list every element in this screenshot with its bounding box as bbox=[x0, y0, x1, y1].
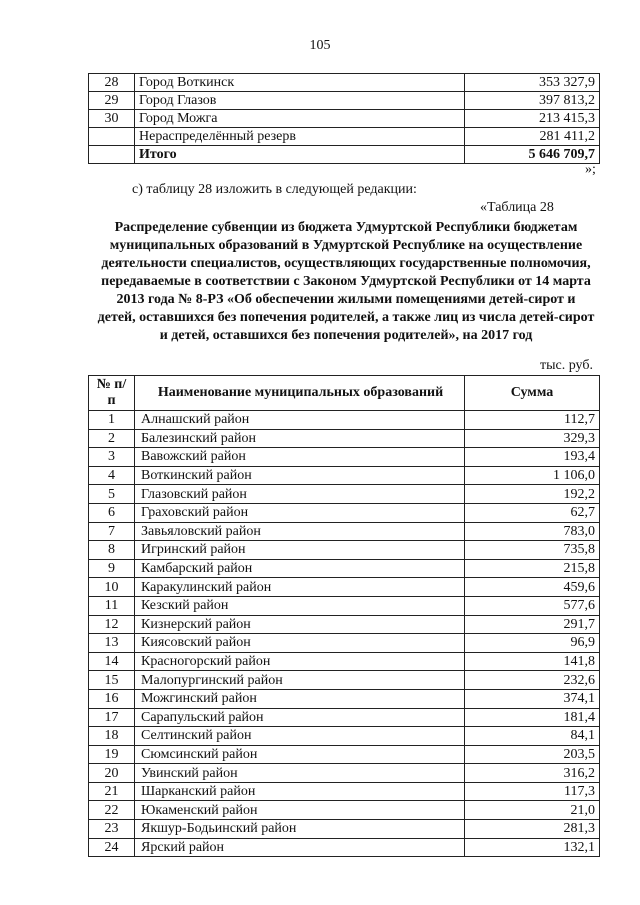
row-number: 19 bbox=[89, 745, 135, 764]
subvention-table bbox=[88, 375, 600, 857]
table-row bbox=[89, 596, 600, 615]
row-number: 16 bbox=[89, 689, 135, 708]
table-row bbox=[89, 522, 600, 541]
table-row bbox=[89, 74, 600, 92]
row-number: 15 bbox=[89, 671, 135, 690]
table-caption: «Таблица 28 bbox=[480, 200, 554, 215]
row-number: 9 bbox=[89, 559, 135, 578]
row-number: 30 bbox=[89, 110, 135, 128]
row-name: Каракулинский район bbox=[135, 578, 465, 597]
row-sum: 1 106,0 bbox=[465, 466, 600, 485]
row-name: Красногорский район bbox=[135, 652, 465, 671]
row-sum: 5 646 709,7 bbox=[465, 146, 600, 164]
row-number bbox=[89, 128, 135, 146]
table-row bbox=[89, 578, 600, 597]
row-name: Балезинский район bbox=[135, 429, 465, 448]
row-name: Увинский район bbox=[135, 764, 465, 783]
row-number: 8 bbox=[89, 541, 135, 560]
row-number: 29 bbox=[89, 92, 135, 110]
row-name: Кизнерский район bbox=[135, 615, 465, 634]
row-name: Игринский район bbox=[135, 541, 465, 560]
row-name: Город Воткинск bbox=[135, 74, 465, 92]
row-number: 21 bbox=[89, 782, 135, 801]
table-row bbox=[89, 782, 600, 801]
row-name: Ярский район bbox=[135, 838, 465, 857]
row-sum: 291,7 bbox=[465, 615, 600, 634]
row-number: 10 bbox=[89, 578, 135, 597]
row-name: Итого bbox=[135, 146, 465, 164]
table-row bbox=[89, 671, 600, 690]
row-sum: 141,8 bbox=[465, 652, 600, 671]
row-sum: 192,2 bbox=[465, 485, 600, 504]
table-row bbox=[89, 559, 600, 578]
row-name: Селтинский район bbox=[135, 727, 465, 746]
row-number: 1 bbox=[89, 411, 135, 430]
row-name: Город Глазов bbox=[135, 92, 465, 110]
row-sum: 281,3 bbox=[465, 820, 600, 839]
row-name: Сюмсинский район bbox=[135, 745, 465, 764]
row-number: 24 bbox=[89, 838, 135, 857]
row-sum: 577,6 bbox=[465, 596, 600, 615]
table-row bbox=[89, 820, 600, 839]
row-sum: 181,4 bbox=[465, 708, 600, 727]
table-row bbox=[89, 503, 600, 522]
row-sum: 374,1 bbox=[465, 689, 600, 708]
table-row bbox=[89, 92, 600, 110]
row-number: 12 bbox=[89, 615, 135, 634]
header-name: Наименование муниципальных образований bbox=[135, 376, 465, 411]
row-number bbox=[89, 146, 135, 164]
row-name: Кезский район bbox=[135, 596, 465, 615]
header-sum: Сумма bbox=[465, 376, 600, 411]
row-sum: 117,3 bbox=[465, 782, 600, 801]
table-row bbox=[89, 764, 600, 783]
previous-table-end bbox=[88, 73, 600, 164]
header-num: № п/п bbox=[89, 376, 135, 411]
table-row bbox=[89, 466, 600, 485]
table-row bbox=[89, 411, 600, 430]
row-name: Киясовский район bbox=[135, 634, 465, 653]
units-label: тыс. руб. bbox=[540, 358, 593, 373]
row-name: Камбарский район bbox=[135, 559, 465, 578]
row-sum: 397 813,2 bbox=[465, 92, 600, 110]
row-sum: 215,8 bbox=[465, 559, 600, 578]
table-row bbox=[89, 429, 600, 448]
row-name: Город Можга bbox=[135, 110, 465, 128]
row-number: 11 bbox=[89, 596, 135, 615]
table-row bbox=[89, 652, 600, 671]
row-sum: 193,4 bbox=[465, 448, 600, 467]
row-sum: 232,6 bbox=[465, 671, 600, 690]
row-name: Воткинский район bbox=[135, 466, 465, 485]
row-number: 22 bbox=[89, 801, 135, 820]
row-sum: 112,7 bbox=[465, 411, 600, 430]
row-number: 4 bbox=[89, 466, 135, 485]
row-sum: 62,7 bbox=[465, 503, 600, 522]
row-name: Шарканский район bbox=[135, 782, 465, 801]
table-row bbox=[89, 110, 600, 128]
row-sum: 783,0 bbox=[465, 522, 600, 541]
row-sum: 329,3 bbox=[465, 429, 600, 448]
row-number: 14 bbox=[89, 652, 135, 671]
row-name: Сарапульский район bbox=[135, 708, 465, 727]
row-name: Завьяловский район bbox=[135, 522, 465, 541]
row-number: 13 bbox=[89, 634, 135, 653]
table-row bbox=[89, 541, 600, 560]
row-name: Малопургинский район bbox=[135, 671, 465, 690]
row-sum: 281 411,2 bbox=[465, 128, 600, 146]
row-sum: 132,1 bbox=[465, 838, 600, 857]
row-sum: 735,8 bbox=[465, 541, 600, 560]
table-row bbox=[89, 708, 600, 727]
table-row bbox=[89, 128, 600, 146]
table-row bbox=[89, 615, 600, 634]
row-sum: 84,1 bbox=[465, 727, 600, 746]
row-sum: 96,9 bbox=[465, 634, 600, 653]
instruction-text: с) таблицу 28 изложить в следующей редакции: bbox=[132, 182, 417, 197]
row-sum: 459,6 bbox=[465, 578, 600, 597]
table-row bbox=[89, 727, 600, 746]
row-number: 7 bbox=[89, 522, 135, 541]
row-sum: 316,2 bbox=[465, 764, 600, 783]
row-number: 3 bbox=[89, 448, 135, 467]
row-name: Можгинский район bbox=[135, 689, 465, 708]
row-number: 20 bbox=[89, 764, 135, 783]
row-number: 28 bbox=[89, 74, 135, 92]
table-row bbox=[89, 146, 600, 164]
table-title: Распределение субвенции из бюджета Удмуртской Республики бюджетам муниципальных образований в Удмуртской Республике на осуществление деятельности специалистов, осуществляющих государственные полномочия, передаваемые в соответствии с Законом Удмуртской Республики от 14 марта 2013 года № 8-РЗ «Об обеспечении жилыми помещениями детей-сирот и детей, оставшихся без попечения родителей, а также лиц из числа детей-сирот и детей, оставшихся без попечения родителей», на 2017 год bbox=[97, 220, 595, 343]
row-name: Нераспределённый резерв bbox=[135, 128, 465, 146]
row-name: Глазовский район bbox=[135, 485, 465, 504]
table-row bbox=[89, 634, 600, 653]
page-number: 105 bbox=[309, 38, 331, 53]
row-number: 18 bbox=[89, 727, 135, 746]
table-row bbox=[89, 485, 600, 504]
row-number: 6 bbox=[89, 503, 135, 522]
row-sum: 21,0 bbox=[465, 801, 600, 820]
row-name: Вавожский район bbox=[135, 448, 465, 467]
table-header-row bbox=[89, 376, 600, 411]
row-number: 17 bbox=[89, 708, 135, 727]
table-row bbox=[89, 801, 600, 820]
row-number: 2 bbox=[89, 429, 135, 448]
table-row bbox=[89, 689, 600, 708]
table-row bbox=[89, 745, 600, 764]
row-sum: 353 327,9 bbox=[465, 74, 600, 92]
row-sum: 213 415,3 bbox=[465, 110, 600, 128]
table-row bbox=[89, 448, 600, 467]
row-name: Алнашский район bbox=[135, 411, 465, 430]
row-number: 23 bbox=[89, 820, 135, 839]
table-row bbox=[89, 838, 600, 857]
closing-quote: »; bbox=[585, 162, 596, 177]
row-name: Юкаменский район bbox=[135, 801, 465, 820]
row-sum: 203,5 bbox=[465, 745, 600, 764]
row-name: Граховский район bbox=[135, 503, 465, 522]
row-name: Якшур-Бодьинский район bbox=[135, 820, 465, 839]
row-number: 5 bbox=[89, 485, 135, 504]
